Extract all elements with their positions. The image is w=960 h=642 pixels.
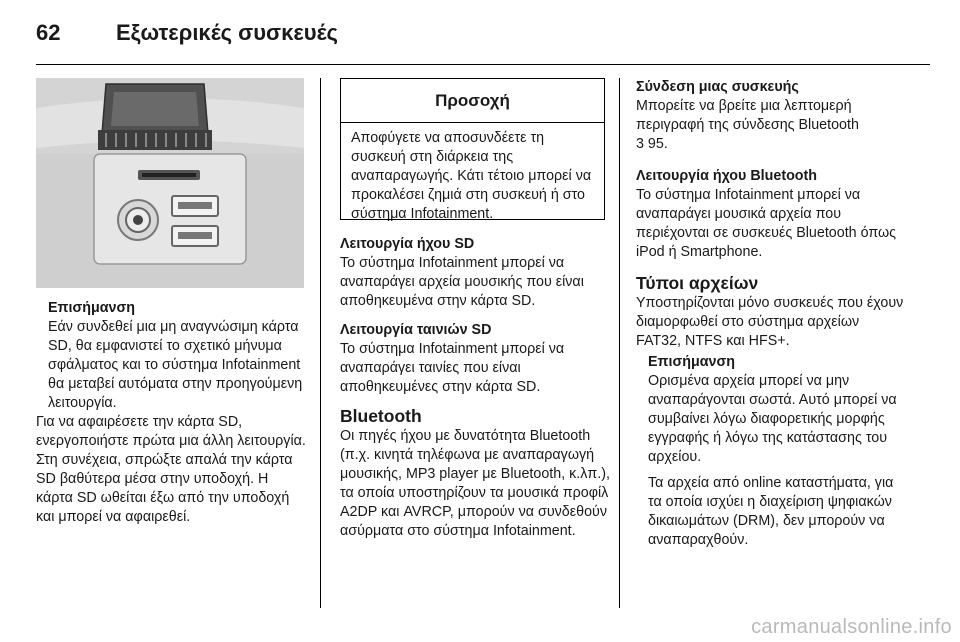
note-text: Εάν συνδεθεί μια μη αναγνώσιμη κάρτα SD, θα εμφανιστεί το σχετικό μήνυμα σφάλματος και το σύστημα Infotainment θα μεταβεί αυτόματα στην προηγούμενη λειτουργία. bbox=[48, 319, 303, 411]
sd-slot-illustration bbox=[36, 78, 304, 288]
bluetooth-text: Οι πηγές ήχου με δυνατότητα Bluetooth (π.χ. κινητά τηλέφωνα με αναπαραγωγή μουσικής, MP3 player με Bluetooth, κ.λπ.), τα οποία υποστηρίζουν τα μουσικά προφίλ A2DP και AVRCP, μπορούν να συνδεθούν ασύρματα στο σύστημα Infotainment. bbox=[340, 428, 611, 539]
remove-sd-paragraph bbox=[36, 413, 306, 527]
bt-audio-section bbox=[636, 167, 906, 262]
sd-note bbox=[48, 299, 306, 413]
connect-text: Μπορείτε να βρείτε μια λεπτομερή περιγραφή της σύνδεσης Bluetooth bbox=[636, 98, 859, 133]
watermark: carmanualsonline.info bbox=[751, 616, 952, 638]
sd-video-text: Το σύστημα Infotainment μπορεί να αναπαράγει ταινίες που είναι αποθηκευμένες στην κάρτα SD. bbox=[340, 341, 565, 395]
caution-text: Αποφύγετε να αποσυνδέετε τη συσκευή στη διάρκεια της αναπαραγωγής. Κάτι τέτοιο μπορεί να προκαλέσει ζημιά στη συσκευή ή στο σύστημα Infotainment. bbox=[351, 130, 592, 222]
sd-audio-text: Το σύστημα Infotainment μπορεί να αναπαράγει αρχεία μουσικής που είναι αποθηκευμένα στην κάρτα SD. bbox=[340, 255, 584, 309]
page-title: Εξωτερικές συσκευές bbox=[116, 20, 338, 45]
file-note-label: Επισήμανση bbox=[648, 354, 735, 370]
sd-audio-section bbox=[340, 235, 610, 311]
bluetooth-section bbox=[340, 405, 612, 541]
caution-box bbox=[340, 78, 605, 220]
file-note bbox=[648, 353, 904, 550]
sd-video-section bbox=[340, 321, 610, 397]
page-number: 62 bbox=[36, 20, 61, 45]
bt-audio-label: Λειτουργία ήχου Bluetooth bbox=[636, 168, 818, 184]
connect-page-ref[interactable]: 3 95. bbox=[636, 136, 668, 152]
file-note-text-1: Ορισμένα αρχεία μπορεί να μην αναπαράγονται σωστά. Αυτό μπορεί να συμβαίνει λόγω διαφορετικής μορφής εγγραφής ή λόγω της κατάστασης του αρχείου. bbox=[648, 373, 897, 465]
bt-audio-text: Το σύστημα Infotainment μπορεί να αναπαράγει μουσικά αρχεία που περιέχονται σε συσκευές Bluetooth όπως iPod ή Smartphone. bbox=[636, 187, 897, 260]
file-types-heading: Τύποι αρχείων bbox=[636, 273, 759, 293]
bluetooth-heading: Bluetooth bbox=[340, 406, 422, 426]
connect-device-section bbox=[636, 78, 906, 154]
connect-label: Σύνδεση μιας συσκευής bbox=[636, 79, 799, 95]
column-divider-1 bbox=[320, 78, 321, 608]
remove-sd-text: Για να αφαιρέσετε την κάρτα SD, ενεργοποιήστε πρώτα μια άλλη λειτουργία. Στη συνέχεια, σπρώξτε απαλά την κάρτα SD βαθύτερα μέσα στην υποδοχή. Η κάρτα SD ωθείται έξω από την υποδοχή και μπορεί να αφαιρεθεί. bbox=[36, 414, 306, 525]
page-header bbox=[36, 20, 338, 50]
note-label: Επισήμανση bbox=[48, 300, 135, 316]
file-types-section bbox=[636, 272, 906, 351]
column-divider-2 bbox=[619, 78, 620, 608]
sd-video-label: Λειτουργία ταινιών SD bbox=[340, 322, 492, 338]
sd-audio-label: Λειτουργία ήχου SD bbox=[340, 236, 475, 252]
file-types-text: Υποστηρίζονται μόνο συσκευές που έχουν διαμορφωθεί στο σύστημα αρχείων FAT32, NTFS και HFS+. bbox=[636, 295, 904, 349]
caution-title: Προσοχή bbox=[341, 79, 604, 123]
header-rule bbox=[36, 64, 930, 65]
file-note-text-2: Τα αρχεία από online καταστήματα, για τα οποία ισχύει η διαχείριση ψηφιακών δικαιωμάτων (DRM), δεν μπορούν να αναπαραχθούν. bbox=[648, 475, 894, 548]
